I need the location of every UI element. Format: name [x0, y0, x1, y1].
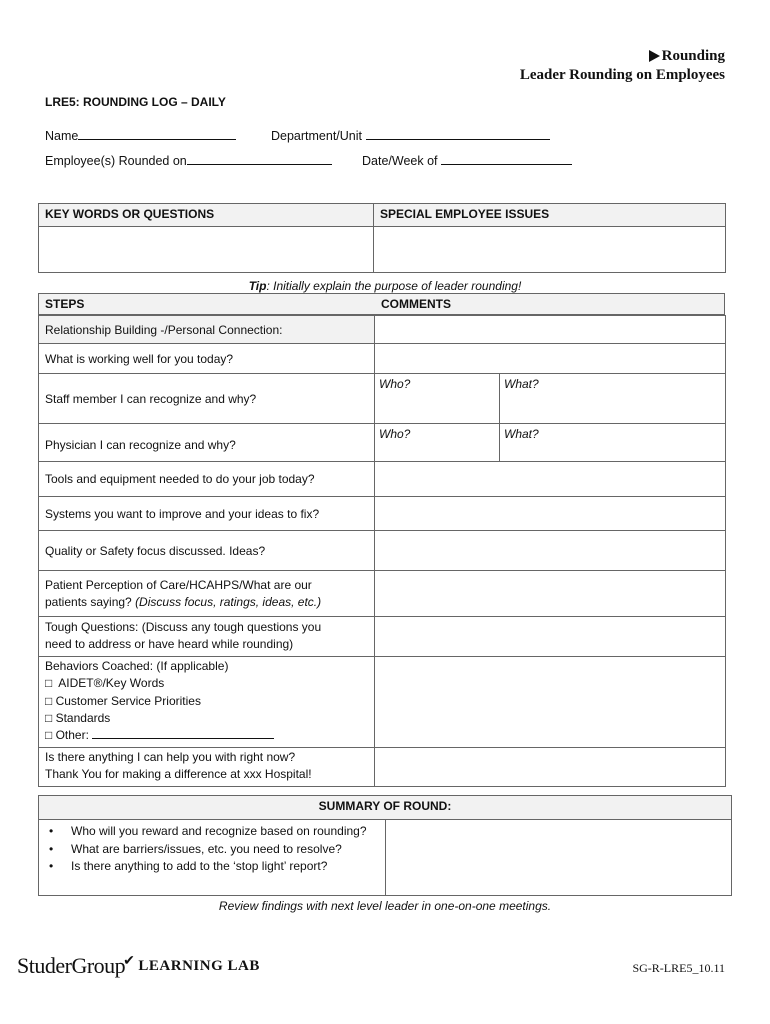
department-label: Department/Unit	[271, 129, 363, 143]
step-help	[39, 748, 375, 787]
special-issues-cell[interactable]	[374, 227, 726, 273]
help-line2: Thank You for making a difference at xxx Hospital!	[45, 767, 312, 782]
behavior-option-standards[interactable]: □ Standards	[45, 710, 111, 725]
tip-text: : Initially explain the purpose of leader rounding!	[266, 279, 522, 293]
summary-notes-cell[interactable]	[385, 820, 732, 896]
what-cell[interactable]	[500, 374, 726, 424]
summary-header: SUMMARY OF ROUND:	[39, 796, 732, 820]
patient-line1: Patient Perception of Care/HCAHPS/What are our	[45, 577, 312, 592]
document-header	[520, 47, 725, 85]
list-item: • Is there anything to add to the ‘stop light’ report?	[41, 858, 383, 876]
step-systems: Systems you want to improve and your ideas to fix?	[39, 497, 375, 531]
behavior-option-aidet[interactable]: □ AIDET®/Key Words	[45, 676, 165, 691]
header-line1: Rounding	[520, 47, 725, 66]
studergroup-logo	[17, 953, 260, 979]
who-cell[interactable]	[375, 424, 500, 462]
checkbox-icon[interactable]: □	[45, 676, 53, 691]
form-title: LRE5: ROUNDING LOG – DAILY	[45, 95, 226, 109]
review-note: Review findings with next level leader in one-on-one meetings.	[218, 899, 552, 913]
comment-cell[interactable]	[375, 748, 726, 787]
who-label: Who?	[379, 427, 411, 441]
employees-rounded-blank[interactable]	[187, 154, 332, 165]
table-row	[39, 657, 726, 748]
step-tough-questions	[39, 617, 375, 657]
logo-text: StuderGroup	[17, 953, 126, 978]
table-row	[39, 617, 726, 657]
date-week-blank[interactable]	[441, 154, 572, 165]
what-cell[interactable]	[500, 424, 726, 462]
behavior-option-customer-service[interactable]: □ Customer Service Priorities	[45, 693, 201, 708]
special-issues-header: SPECIAL EMPLOYEE ISSUES	[374, 204, 726, 227]
step-quality: Quality or Safety focus discussed. Ideas?	[39, 531, 375, 571]
steps-header-row	[38, 293, 725, 315]
step-relationship: Relationship Building -/Personal Connection:	[39, 316, 375, 344]
table-row	[39, 497, 726, 531]
checkbox-icon[interactable]: □	[45, 693, 53, 708]
comment-cell[interactable]	[375, 531, 726, 571]
help-line1: Is there anything I can help you with right now?	[45, 750, 296, 765]
who-cell[interactable]	[375, 374, 500, 424]
comment-cell[interactable]	[375, 316, 726, 344]
table-row	[39, 344, 726, 374]
tip-line	[0, 279, 770, 293]
who-label: Who?	[379, 377, 411, 391]
comment-cell[interactable]	[375, 657, 726, 748]
table-row	[39, 424, 726, 462]
department-blank[interactable]	[366, 129, 550, 140]
date-week-label: Date/Week of	[362, 154, 438, 168]
step-staff-recognize: Staff member I can recognize and why?	[39, 374, 375, 424]
table-row	[39, 462, 726, 497]
key-words-cell[interactable]	[39, 227, 374, 273]
date-week-field[interactable]	[362, 154, 572, 168]
step-working-well: What is working well for you today?	[39, 344, 375, 374]
steps-header: STEPS	[45, 297, 85, 311]
key-words-table	[38, 203, 726, 273]
tip-prefix: Tip	[248, 279, 267, 293]
comment-cell[interactable]	[375, 571, 726, 617]
employees-rounded-field[interactable]	[45, 154, 332, 168]
summary-prompts	[39, 820, 386, 896]
list-item: • Who will you reward and recognize based on rounding?	[41, 823, 383, 841]
employees-rounded-label: Employee(s) Rounded on	[45, 154, 187, 168]
step-patient-perception	[39, 571, 375, 617]
summary-list	[41, 823, 383, 876]
what-label: What?	[504, 427, 539, 441]
comment-cell[interactable]	[375, 462, 726, 497]
play-triangle-icon	[649, 50, 660, 62]
table-row	[39, 316, 726, 344]
name-field[interactable]	[45, 129, 236, 143]
step-tools: Tools and equipment needed to do your job today?	[39, 462, 375, 497]
comments-header: COMMENTS	[381, 297, 451, 311]
summary-table	[38, 795, 732, 896]
checkbox-icon[interactable]: □	[45, 728, 53, 743]
steps-table	[38, 315, 726, 787]
document-id: SG-R-LRE5_10.11	[632, 961, 725, 975]
tough-line2: need to address or have heard while rounding)	[45, 637, 294, 651]
step-physician-recognize: Physician I can recognize and why?	[39, 424, 375, 462]
comment-cell[interactable]	[375, 344, 726, 374]
header-line2: Leader Rounding on Employees	[519, 67, 725, 83]
behavior-option-other[interactable]: □ Other:	[45, 727, 368, 744]
tough-line1: Tough Questions: (Discuss any tough questions you	[45, 620, 322, 634]
step-behaviors-coached	[39, 657, 375, 748]
patient-line2: patients saying? (Discuss focus, ratings, ideas, etc.)	[45, 594, 322, 609]
checkbox-icon[interactable]: □	[45, 710, 53, 725]
logo-lab: LEARNING LAB	[138, 958, 260, 974]
table-row	[39, 531, 726, 571]
comment-cell[interactable]	[375, 497, 726, 531]
table-row	[39, 571, 726, 617]
table-row	[39, 374, 726, 424]
name-blank[interactable]	[78, 129, 236, 140]
what-label: What?	[504, 377, 539, 391]
key-words-header: KEY WORDS OR QUESTIONS	[39, 204, 374, 227]
logo-check-icon: ✔	[123, 954, 135, 969]
table-row	[39, 748, 726, 787]
list-item: • What are barriers/issues, etc. you need to resolve?	[41, 841, 383, 859]
name-label: Name	[45, 129, 79, 143]
behaviors-title: Behaviors Coached: (If applicable)	[45, 659, 229, 673]
other-blank[interactable]	[92, 728, 274, 739]
comment-cell[interactable]	[375, 617, 726, 657]
department-field[interactable]	[271, 129, 550, 143]
